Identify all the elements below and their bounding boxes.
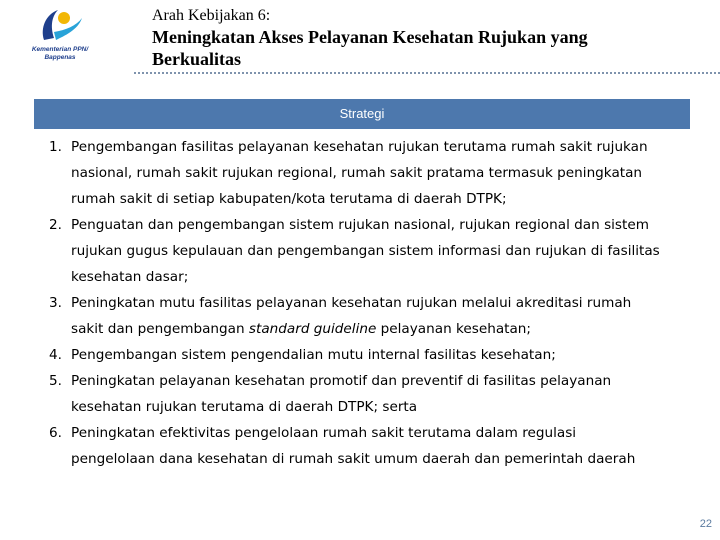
item-number: 4. [49,347,62,363]
item-number: 1. [49,139,62,155]
strategy-header: Strategi [34,99,690,129]
item-line: rujukan gugus kepulauan dan pengembangan sistem informasi dan rujukan di fasilitas [71,243,660,259]
item-line: Pengembangan sistem pengendalian mutu internal fasilitas kesehatan; [71,347,556,363]
page-number: 22 [699,518,712,530]
list-item [44,342,704,368]
bappenas-logo [20,6,100,68]
logo-line-2: Bappenas [44,53,76,61]
item-line: nasional, rumah sakit rujukan regional, rumah sakit pratama termasuk peningkatan [71,165,643,181]
item-line: Peningkatan pelayanan kesehatan promotif dan preventif di fasilitas pelayanan [71,373,612,389]
item-number: 6. [49,425,62,441]
list-item [44,368,704,420]
strategy-list [44,134,704,472]
slide-title [152,6,712,70]
item-line: Penguatan dan pengembangan sistem rujukan nasional, rujukan regional dan sistem [71,217,649,233]
item-number: 5. [49,373,62,389]
item-text: pelayanan kesehatan; [376,321,532,337]
bappenas-emblem-icon [34,6,86,46]
item-line: pengelolaan dana kesehatan di rumah sakit umum daerah dan pemerintah daerah [71,451,636,467]
item-number: 2. [49,217,62,233]
logo-line-1: Kementerian PPN/ [31,46,89,53]
title-line-2: Meningkatan Akses Pelayanan Kesehatan Rujukan yang [152,27,588,47]
item-number: 3. [49,295,62,311]
item-line: kesehatan rujukan terutama di daerah DTPK; serta [71,399,418,415]
item-line: rumah sakit di setiap kabupaten/kota terutama di daerah DTPK; [71,191,507,207]
list-item [44,134,704,212]
title-line-1: Arah Kebijakan 6: [152,7,271,24]
title-line-3: Berkualitas [152,49,242,69]
list-item [44,212,704,290]
item-text-italic: standard guideline [248,321,377,337]
item-line: Pengembangan fasilitas pelayanan kesehatan rujukan terutama rumah sakit rujukan [71,139,648,155]
list-item [44,290,704,342]
item-line: Peningkatan efektivitas pengelolaan rumah sakit terutama dalam regulasi [71,425,577,441]
item-text: sakit dan pengembangan [71,321,249,337]
list-item [44,420,704,472]
item-line [71,316,704,342]
item-line: Peningkatan mutu fasilitas pelayanan kesehatan rujukan melalui akreditasi rumah [71,295,632,311]
header-divider [134,72,720,74]
item-line: kesehatan dasar; [71,269,189,285]
